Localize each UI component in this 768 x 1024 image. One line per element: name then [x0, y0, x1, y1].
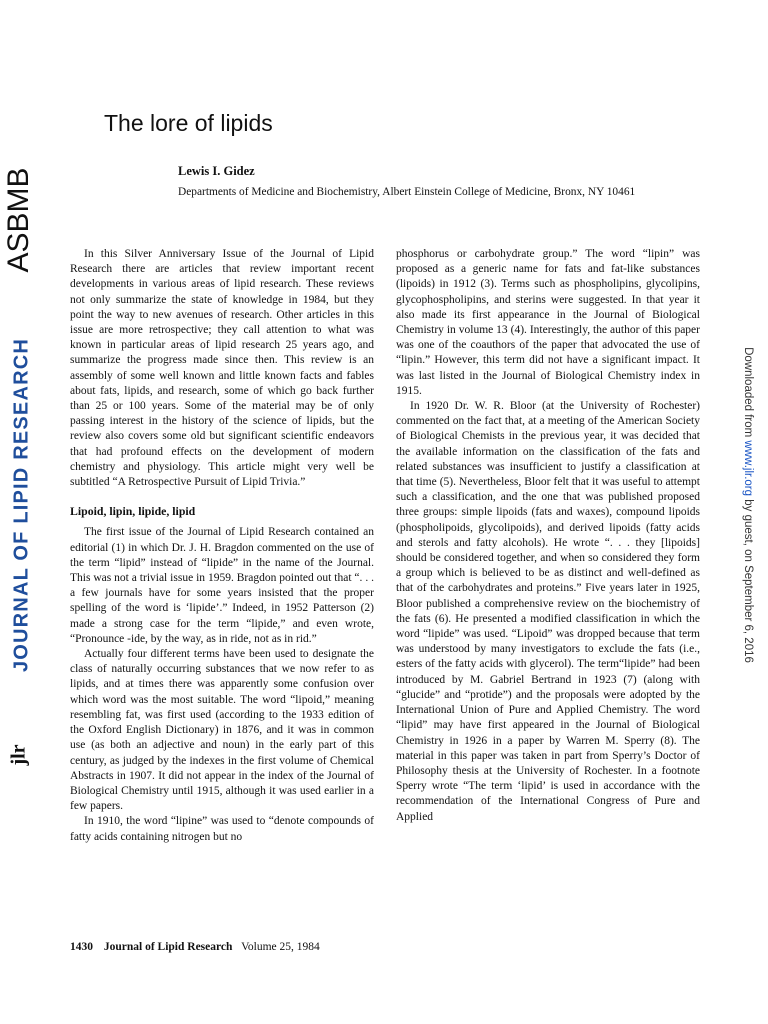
page-number: 1430 — [70, 941, 93, 953]
download-link[interactable]: www.jlr.org — [742, 440, 754, 497]
jlr-logo — [4, 732, 36, 778]
body-paragraph: In 1910, the word “lipine” was used to “denote compounds of fatty acids containing nitrogen but no — [70, 815, 374, 843]
footer-journal: Journal of Lipid Research — [103, 941, 233, 953]
body-paragraph: The first issue of the Journal of Lipid Research contained an editorial (1) in which Dr. J. H. Bragdon commented on the use of the term “lipid” instead of “lipide” in the name of the Journal. This was not a trivial issue in 1959. Bragdon pointed out that “. . . a few journals have for some years insisted that the proper spelling of the word is ‘lipide’.” Indeed, in 1952 Patterson (2) made a strong case for the term “lipide,” and even wrote, “Pronounce -ide, by the way, as in ride, not as in rid.” — [70, 526, 374, 645]
download-suffix: by guest, on September 6, 2016 — [742, 496, 754, 663]
intro-paragraph: In this Silver Anniversary Issue of the Journal of Lipid Research there are articles that review important recent developments in various areas of lipid research. These reviews not only summarize the state of knowledge in 1984, but they point the way to new avenues of research. Other articles in this issue are more retrospective; they call attention to what was known in particular areas of lipid research 25 years ago, and summarize the progress made since then. This review is an assembly of some well known and little known facts and fables about fats, lipids, and research, some of which go back further than 25 or 100 years. Some of the material may be of only passing interest in the history of the science of lipids, but the review also covers some old but significant scientific endeavors that had profound effects on the development of modern chemistry and physiology. This article might very well be subtitled “A Retrospective Pursuit of Lipid Trivia.” — [70, 248, 374, 489]
article-title: The lore of lipids — [104, 110, 273, 136]
asbmb-logo-text: ASBMB — [1, 167, 35, 273]
section-heading: Lipoid, lipin, lipide, lipid — [70, 504, 196, 519]
body-paragraph: In 1920 Dr. W. R. Bloor (at the University of Rochester) commented on the fact that, at a meeting of the American Society of Biological Chemists in the previous year, it was decided that the available information on the classification of the fats and related substances was insufficient to justify a classification at that time (5). Nevertheless, Bloor felt that it was useful to attempt such a classification, and the one that was published proposed three groups: simple lipoids (fats and waxes), compound lipoids (phospholipoids, glycolipoids), and derived lipoids (fatty acids and sterols and fatty alcohols). He wrote “. . . they [lipoids] should be considered together, and when so considered they form a group which is believed to be as distinct and well-defined as that of the carbohydrates and proteins.” Five years later in 1925, Bloor published a comprehensive review on the biochemistry of the fats (6). He presented a modified classification in which the word “lipide” was used. “Lipoid” was dropped because that term was understood by many investigators to exclude the fats (i.e., esters of the fatty acids with glycerol). The term“lipide” had been introduced by M. Gabriel Bertrand in 1923 (7) (along with “glucide” and “protide”) and the proposals were adopted by the International Union of Pure and Applied Chemistry. The word “lipid” may have first appeared in the Journal of Biological Chemistry in 1926 in a paper by Warren M. Sperry (8). The material in this paper was taken in part from Sperry’s Doctor of Philosophy thesis at the University of Rochester. In a footnote Sperry wrote “The term ‘lipid’ is used in accordance with the recommendation of the International Congress of Pure and Applied — [396, 400, 700, 823]
left-column — [70, 247, 374, 845]
author-name: Lewis I. Gidez — [178, 164, 255, 178]
author-affiliation: Departments of Medicine and Biochemistry, Albert Einstein College of Medicine, Bronx, NY 10461 — [178, 186, 636, 198]
asbmb-logo — [0, 160, 40, 280]
right-column — [396, 247, 700, 825]
download-prefix: Downloaded from — [742, 347, 754, 441]
page-footer — [70, 941, 320, 953]
jlr-logo-text: jlr — [7, 744, 30, 766]
journal-name-vertical: JOURNAL OF LIPID RESEARCH — [10, 337, 33, 673]
body-paragraph: phosphorus or carbohydrate group.” The word “lipin” was proposed as a generic name for fats and fat-like substances (lipoids) in 1912 (3). Terms such as phospholipins, glycolipins, glycophospholipins, and sterins were suggested. In that year it also made its first appearance in the Journal of Biological Chemistry in volume 13 (4). Interestingly, the author of this paper was one of the coauthors of the paper that advocated the use of “lipin.” However, this term did not have a significant impact. It was last listed in the Journal of Biological Chemistry index in 1915. — [396, 248, 700, 397]
download-note — [742, 347, 754, 663]
body-paragraph: Actually four different terms have been used to designate the class of naturally occurring substances that we now refer to as lipids, and at times there was apparently some confusion over which word was the most suitable. The word “lipoid,” meaning resembling fat, was first used (according to the 1933 edition of the Oxford English Dictionary) in 1876, and it was in common use (as both an adjective and noun) in the early part of this century, as judged by the indexes in the first volume of Chemical Abstracts in 1907. It did not appear in the index of the Journal of Biological Chemistry until 1915, although it was used earlier in a few papers. — [70, 648, 374, 813]
footer-volume: Volume 25, 1984 — [241, 941, 320, 953]
